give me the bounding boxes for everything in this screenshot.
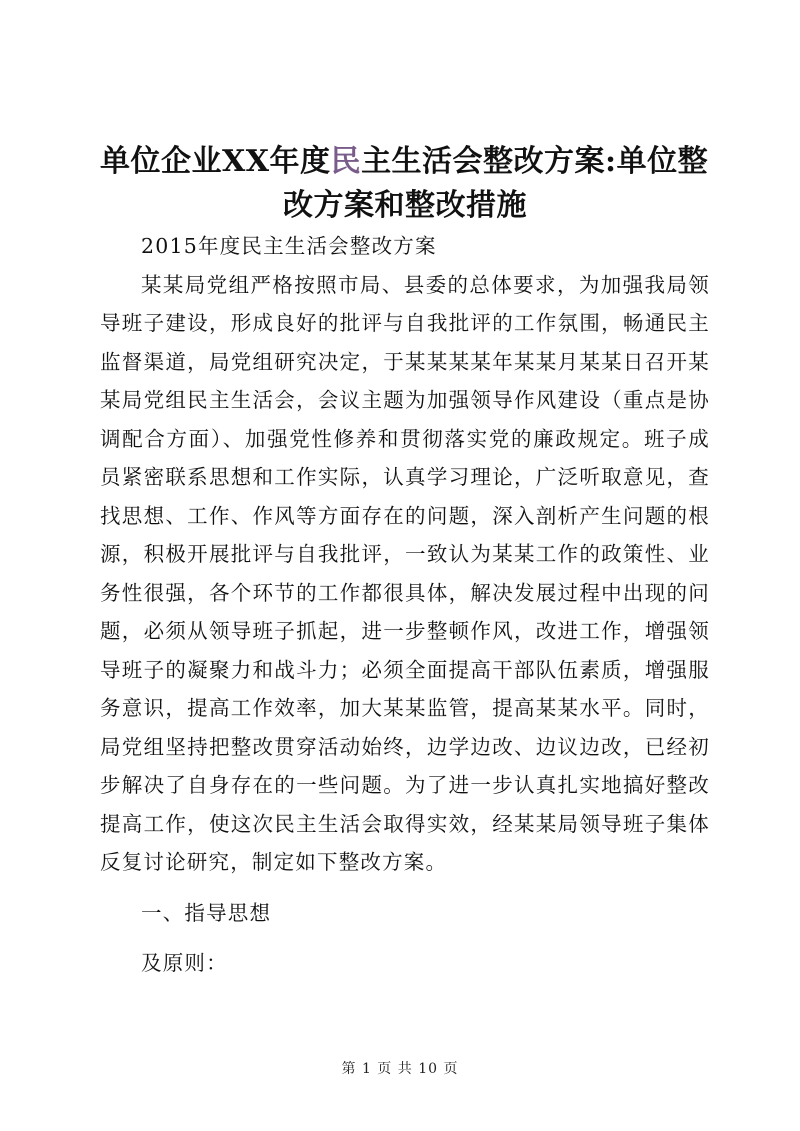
document-title xyxy=(100,140,710,228)
page-number-footer: 第 1 页 共 10 页 xyxy=(341,1061,459,1077)
title-text-end: 主生活会整改方案:单位整 xyxy=(361,144,709,179)
section-continuation: 及原则： xyxy=(141,951,228,975)
subtitle: 2015年度民主生活会整改方案 xyxy=(141,234,437,258)
section-heading: 一、指导思想 xyxy=(141,900,272,925)
title-text-start: 单位企业XX年度 xyxy=(100,144,331,179)
title-line-2: 改方案和整改措施 xyxy=(283,188,527,223)
body-paragraph: 某某局党组严格按照市局、县委的总体要求，为加强我局领导班子建设，形成良好的批评与自我批评的工作氛围，畅通民主监督渠道，局党组研究决定，于某某某某年某某月某某日召开某某局党组民主生活会，会议主题为加强领导作风建设（重点是协调配合方面）、加强党性修养和贯彻落实党的廉政规定。班子成员紧密联系思想和工作实际，认真学习理论，广泛听取意见，查找思想、工作、作风等方面存在的问题，深入剖析产生问题的根源，积极开展批评与自我批评，一致认为某某工作的政策性、业务性很强，各个环节的工作都很具体，解决发展过程中出现的问题，必须从领导班子抓起，进一步整顿作风，改进工作，增强领导班子的凝聚力和战斗力；必须全面提高干部队伍素质，增强服务意识，提高工作效率，加大某某监管，提高某某水平。同时，局党组坚持把整改贯穿活动始终，边学边改、边议边改，已经初步解决了自身存在的一些问题。为了进一步认真扎实地搞好整改提高工作，使这次民主生活会取得实效，经某某局领导班子集体反复讨论研究，制定如下整改方案。 xyxy=(100,272,710,874)
title-highlight-char: 民 xyxy=(330,144,362,179)
document-body xyxy=(100,227,710,983)
title-line-1 xyxy=(100,140,710,184)
